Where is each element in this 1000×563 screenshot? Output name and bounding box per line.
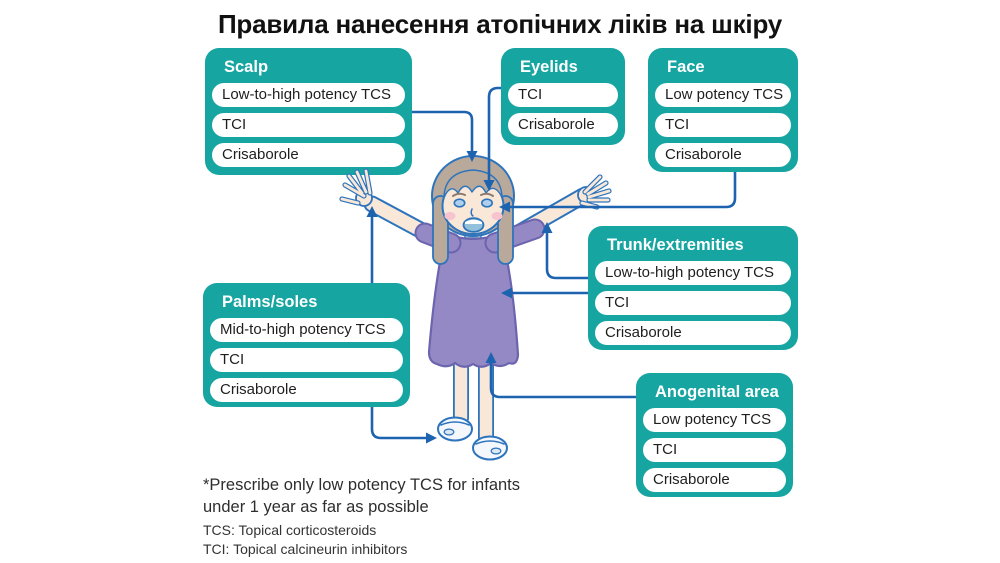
region-label: Eyelids xyxy=(520,58,578,76)
child-bangs xyxy=(444,170,502,197)
region-box-trunk-extremities xyxy=(588,226,798,350)
child-neck xyxy=(465,224,481,238)
child-eye xyxy=(454,199,464,207)
child-eye xyxy=(482,199,492,207)
child-shoes xyxy=(438,418,507,460)
treatment-pill: Crisaborole xyxy=(655,143,791,167)
face-arrow xyxy=(503,172,735,207)
child-dress xyxy=(429,233,518,367)
child-hair xyxy=(432,156,514,236)
footnote-line: under 1 year as far as possible xyxy=(203,498,429,516)
footnote xyxy=(203,474,520,518)
treatment-pill: Mid-to-high potency TCS xyxy=(210,318,403,342)
treatment-pill: Crisaborole xyxy=(508,113,618,137)
region-box-face xyxy=(648,48,798,172)
trunk-arm-arrow xyxy=(547,226,588,278)
treatment-pill: TCI xyxy=(655,113,791,137)
soles-foot-arrow xyxy=(372,407,433,438)
child-eyebrows xyxy=(453,194,493,196)
child-nose xyxy=(471,209,473,216)
region-box-palms-soles xyxy=(203,283,410,407)
treatment-pill: Low potency TCS xyxy=(643,408,786,432)
abbreviation-key xyxy=(203,521,407,559)
treatment-pill: Crisaborole xyxy=(643,468,786,492)
region-label: Trunk/extremities xyxy=(607,236,744,254)
treatment-pill: Crisaborole xyxy=(210,378,403,402)
region-label: Face xyxy=(667,58,705,76)
child-legs xyxy=(461,360,486,437)
treatment-pill: TCI xyxy=(212,113,405,137)
treatment-pill: Crisaborole xyxy=(212,143,405,167)
child-cheek xyxy=(445,212,456,220)
region-label: Anogenital area xyxy=(655,383,779,401)
scalp-arrow xyxy=(412,112,472,158)
footnote-line: *Prescribe only low potency TCS for infants xyxy=(203,476,521,494)
region-label: Scalp xyxy=(224,58,269,76)
page-title: Правила нанесення атопічних ліків на шкіру xyxy=(217,9,783,39)
anogenital-arrow xyxy=(491,356,636,397)
treatment-pill: Low-to-high potency TCS xyxy=(595,261,791,285)
treatment-pill: Low-to-high potency TCS xyxy=(212,83,405,107)
region-label: Palms/soles xyxy=(222,293,318,311)
treatment-pill: TCI xyxy=(595,291,791,315)
region-box-scalp xyxy=(205,48,412,175)
region-box-anogenital xyxy=(636,373,793,497)
abbreviation-line: TCI: Topical calcineurin inhibitors xyxy=(203,541,408,557)
child-face xyxy=(443,178,504,234)
child-sleeves xyxy=(425,229,535,243)
treatment-pill: TCI xyxy=(508,83,618,107)
treatment-pill: TCI xyxy=(210,348,403,372)
child-teeth xyxy=(465,220,482,224)
treatment-pill: TCI xyxy=(643,438,786,462)
child-left-hand xyxy=(342,171,372,206)
child-mouth xyxy=(464,218,484,232)
eyelids-arrow xyxy=(489,88,501,187)
child-cheek xyxy=(492,212,503,220)
region-box-eyelids xyxy=(501,48,625,145)
treatment-pill: Crisaborole xyxy=(595,321,791,345)
abbreviation-line: TCS: Topical corticosteroids xyxy=(203,522,377,538)
child-head xyxy=(432,156,514,264)
child-right-hand xyxy=(578,177,609,207)
child-arms xyxy=(372,196,583,247)
treatment-pill: Low potency TCS xyxy=(655,83,791,107)
